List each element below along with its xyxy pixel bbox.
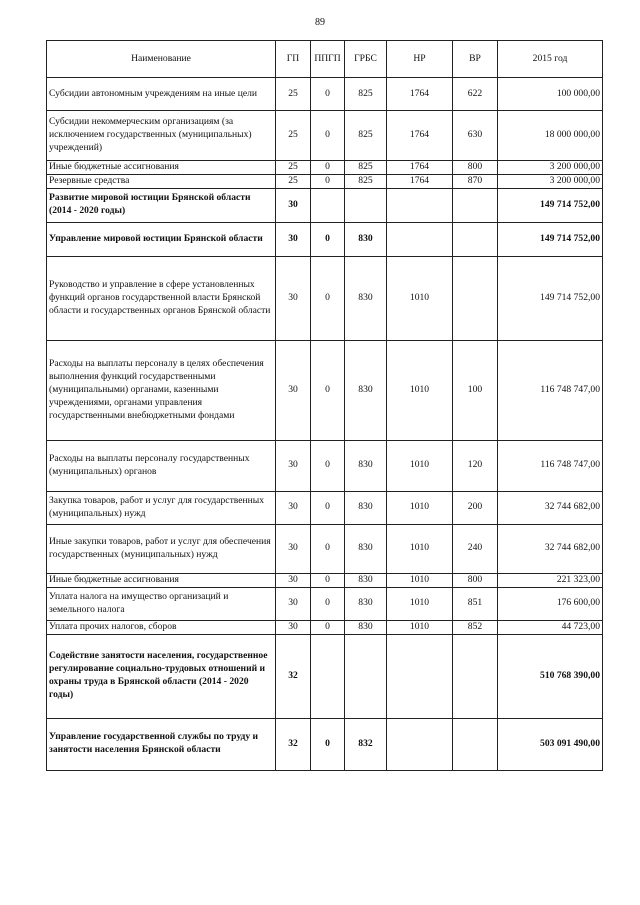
table-row bbox=[47, 634, 603, 718]
row-vr bbox=[453, 222, 498, 256]
row-grbs: 832 bbox=[345, 718, 387, 770]
row-gp: 30 bbox=[276, 340, 311, 440]
row-gp: 32 bbox=[276, 718, 311, 770]
row-np bbox=[387, 634, 453, 718]
row-np: 1010 bbox=[387, 256, 453, 340]
row-vr: 240 bbox=[453, 524, 498, 573]
table-header-row bbox=[47, 41, 603, 78]
row-np: 1764 bbox=[387, 111, 453, 161]
row-gp: 25 bbox=[276, 111, 311, 161]
row-name: Закупка товаров, работ и услуг для государственных (муниципальных) нужд bbox=[47, 491, 276, 524]
row-vr bbox=[453, 718, 498, 770]
row-vr: 870 bbox=[453, 174, 498, 188]
row-gp: 30 bbox=[276, 222, 311, 256]
row-np bbox=[387, 222, 453, 256]
row-gp: 30 bbox=[276, 440, 311, 491]
table-row bbox=[47, 620, 603, 634]
table-row bbox=[47, 440, 603, 491]
row-np: 1010 bbox=[387, 340, 453, 440]
row-vr bbox=[453, 634, 498, 718]
row-grbs: 830 bbox=[345, 340, 387, 440]
row-np: 1010 bbox=[387, 524, 453, 573]
row-grbs: 830 bbox=[345, 222, 387, 256]
row-np: 1010 bbox=[387, 440, 453, 491]
row-vr: 852 bbox=[453, 620, 498, 634]
row-sum: 503 091 490,00 bbox=[498, 718, 603, 770]
row-ppgp bbox=[311, 188, 345, 222]
row-gp: 25 bbox=[276, 161, 311, 175]
row-np bbox=[387, 718, 453, 770]
row-grbs: 825 bbox=[345, 161, 387, 175]
table-row bbox=[47, 111, 603, 161]
row-name: Уплата прочих налогов, сборов bbox=[47, 620, 276, 634]
row-name: Иные бюджетные ассигнования bbox=[47, 573, 276, 587]
row-np: 1764 bbox=[387, 174, 453, 188]
row-name: Руководство и управление в сфере установленных функций органов государственной власти Брянской области и государственных органов Брянской области bbox=[47, 256, 276, 340]
row-name: Уплата налога на имущество организаций и земельного налога bbox=[47, 587, 276, 620]
row-np: 1764 bbox=[387, 78, 453, 111]
row-name: Управление государственной службы по труду и занятости населения Брянской области bbox=[47, 718, 276, 770]
table-row bbox=[47, 587, 603, 620]
row-ppgp: 0 bbox=[311, 222, 345, 256]
header-sum: 2015 год bbox=[498, 41, 603, 78]
row-name: Развитие мировой юстиции Брянской области (2014 - 2020 годы) bbox=[47, 188, 276, 222]
row-grbs: 830 bbox=[345, 587, 387, 620]
table-row bbox=[47, 78, 603, 111]
row-sum: 176 600,00 bbox=[498, 587, 603, 620]
table-row bbox=[47, 573, 603, 587]
row-grbs: 825 bbox=[345, 174, 387, 188]
row-gp: 30 bbox=[276, 256, 311, 340]
row-name: Управление мировой юстиции Брянской области bbox=[47, 222, 276, 256]
row-sum: 510 768 390,00 bbox=[498, 634, 603, 718]
table-row bbox=[47, 524, 603, 573]
row-np: 1010 bbox=[387, 573, 453, 587]
row-grbs: 830 bbox=[345, 573, 387, 587]
table-row bbox=[47, 188, 603, 222]
row-ppgp bbox=[311, 634, 345, 718]
row-grbs: 830 bbox=[345, 524, 387, 573]
row-vr: 851 bbox=[453, 587, 498, 620]
row-ppgp: 0 bbox=[311, 718, 345, 770]
row-grbs: 825 bbox=[345, 111, 387, 161]
row-gp: 30 bbox=[276, 524, 311, 573]
header-name: Наименование bbox=[47, 41, 276, 78]
row-ppgp: 0 bbox=[311, 524, 345, 573]
row-vr: 630 bbox=[453, 111, 498, 161]
table-row bbox=[47, 161, 603, 175]
row-sum: 149 714 752,00 bbox=[498, 222, 603, 256]
row-gp: 30 bbox=[276, 491, 311, 524]
row-vr: 100 bbox=[453, 340, 498, 440]
row-np: 1010 bbox=[387, 491, 453, 524]
row-grbs bbox=[345, 634, 387, 718]
row-name: Иные бюджетные ассигнования bbox=[47, 161, 276, 175]
row-ppgp: 0 bbox=[311, 620, 345, 634]
row-sum: 100 000,00 bbox=[498, 78, 603, 111]
row-grbs: 830 bbox=[345, 440, 387, 491]
row-ppgp: 0 bbox=[311, 573, 345, 587]
row-gp: 25 bbox=[276, 174, 311, 188]
row-np: 1010 bbox=[387, 620, 453, 634]
page-number: 89 bbox=[315, 17, 325, 28]
row-np: 1010 bbox=[387, 587, 453, 620]
row-name: Содействие занятости населения, государственное регулирование социально-трудовых отношений и охраны труда в Брянской области (2014 - 2020 годы) bbox=[47, 634, 276, 718]
header-gp: ГП bbox=[276, 41, 311, 78]
row-sum: 44 723,00 bbox=[498, 620, 603, 634]
table-row bbox=[47, 718, 603, 770]
row-ppgp: 0 bbox=[311, 440, 345, 491]
table-row bbox=[47, 340, 603, 440]
row-sum: 32 744 682,00 bbox=[498, 491, 603, 524]
row-sum: 3 200 000,00 bbox=[498, 174, 603, 188]
row-ppgp: 0 bbox=[311, 256, 345, 340]
row-sum: 3 200 000,00 bbox=[498, 161, 603, 175]
row-sum: 149 714 752,00 bbox=[498, 188, 603, 222]
header-vr: ВР bbox=[453, 41, 498, 78]
table-row bbox=[47, 174, 603, 188]
budget-table bbox=[46, 40, 603, 771]
row-vr: 120 bbox=[453, 440, 498, 491]
row-gp: 30 bbox=[276, 620, 311, 634]
table-row bbox=[47, 222, 603, 256]
row-vr: 800 bbox=[453, 161, 498, 175]
row-name: Расходы на выплаты персоналу государственных (муниципальных) органов bbox=[47, 440, 276, 491]
row-name: Субсидии некоммерческим организациям (за исключением государственных (муниципальных) учреждений) bbox=[47, 111, 276, 161]
row-sum: 116 748 747,00 bbox=[498, 440, 603, 491]
row-grbs: 830 bbox=[345, 620, 387, 634]
row-gp: 30 bbox=[276, 573, 311, 587]
row-ppgp: 0 bbox=[311, 491, 345, 524]
row-ppgp: 0 bbox=[311, 111, 345, 161]
row-sum: 221 323,00 bbox=[498, 573, 603, 587]
row-grbs: 830 bbox=[345, 256, 387, 340]
row-vr: 200 bbox=[453, 491, 498, 524]
row-sum: 32 744 682,00 bbox=[498, 524, 603, 573]
row-gp: 30 bbox=[276, 587, 311, 620]
row-vr bbox=[453, 188, 498, 222]
row-name: Субсидии автономным учреждениям на иные цели bbox=[47, 78, 276, 111]
row-sum: 116 748 747,00 bbox=[498, 340, 603, 440]
table-row bbox=[47, 491, 603, 524]
row-ppgp: 0 bbox=[311, 340, 345, 440]
header-grbs: ГРБС bbox=[345, 41, 387, 78]
row-ppgp: 0 bbox=[311, 161, 345, 175]
row-name: Расходы на выплаты персоналу в целях обеспечения выполнения функций государственными (муниципальными) органами, казенными учреждениями, органами управления государственными внебюджетными фондами bbox=[47, 340, 276, 440]
header-ppgp: ППГП bbox=[311, 41, 345, 78]
row-name: Резервные средства bbox=[47, 174, 276, 188]
row-vr: 800 bbox=[453, 573, 498, 587]
row-ppgp: 0 bbox=[311, 78, 345, 111]
row-gp: 30 bbox=[276, 188, 311, 222]
row-grbs: 830 bbox=[345, 491, 387, 524]
row-ppgp: 0 bbox=[311, 174, 345, 188]
row-sum: 149 714 752,00 bbox=[498, 256, 603, 340]
row-gp: 25 bbox=[276, 78, 311, 111]
row-vr: 622 bbox=[453, 78, 498, 111]
row-grbs bbox=[345, 188, 387, 222]
table-row bbox=[47, 256, 603, 340]
row-gp: 32 bbox=[276, 634, 311, 718]
header-np: НР bbox=[387, 41, 453, 78]
row-name: Иные закупки товаров, работ и услуг для обеспечения государственных (муниципальных) нужд bbox=[47, 524, 276, 573]
row-sum: 18 000 000,00 bbox=[498, 111, 603, 161]
row-ppgp: 0 bbox=[311, 587, 345, 620]
row-np bbox=[387, 188, 453, 222]
row-np: 1764 bbox=[387, 161, 453, 175]
row-vr bbox=[453, 256, 498, 340]
row-grbs: 825 bbox=[345, 78, 387, 111]
